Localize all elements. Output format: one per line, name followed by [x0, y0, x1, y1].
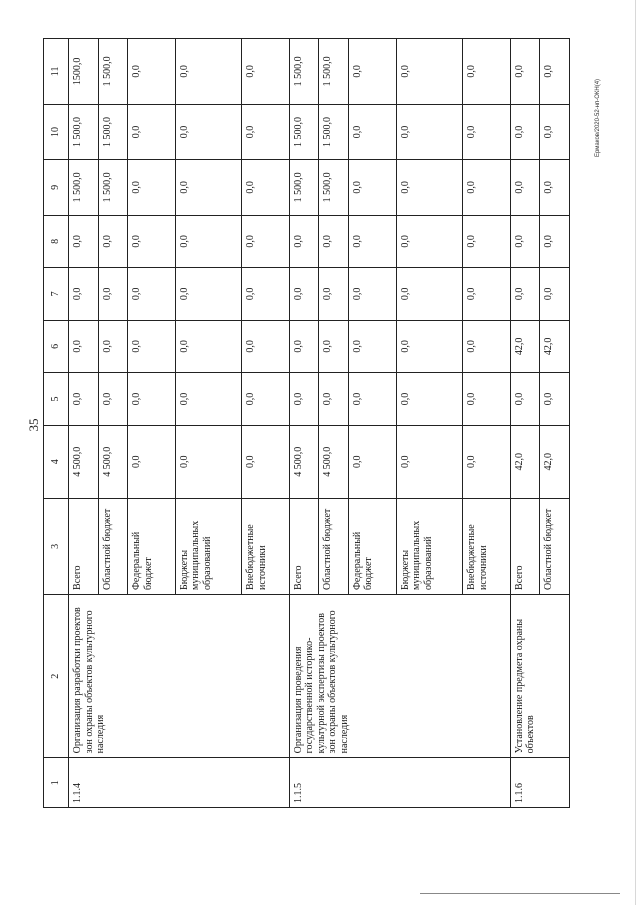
- value-cell: 1 500,0: [289, 39, 319, 105]
- value-cell: 1 500,0: [319, 160, 349, 215]
- value-cell: 0,0: [128, 425, 176, 498]
- value-cell: 0,0: [348, 39, 396, 105]
- value-cell: 0,0: [348, 215, 396, 268]
- value-cell: 1 500,0: [319, 104, 349, 159]
- value-cell: 0,0: [396, 320, 462, 373]
- value-cell: 0,0: [319, 373, 349, 426]
- value-cell: 4 500,0: [98, 425, 128, 498]
- value-cell: 0,0: [69, 268, 99, 321]
- activity-code: 1.1.5: [289, 758, 510, 808]
- funding-source: Бюджеты муниципальных образований: [396, 498, 462, 594]
- value-cell: 0,0: [463, 39, 511, 105]
- value-cell: 0,0: [98, 373, 128, 426]
- value-cell: 0,0: [289, 320, 319, 373]
- column-header: 7: [44, 268, 69, 321]
- value-cell: 0,0: [348, 320, 396, 373]
- value-cell: 0,0: [69, 320, 99, 373]
- value-cell: 1 500,0: [98, 39, 128, 105]
- value-cell: 1500,0: [69, 39, 99, 105]
- value-cell: 0,0: [242, 425, 290, 498]
- bottom-rule: [420, 893, 620, 894]
- value-cell: 0,0: [242, 268, 290, 321]
- value-cell: 0,0: [175, 215, 241, 268]
- column-header: 2: [44, 594, 69, 757]
- value-cell: 0,0: [175, 39, 241, 105]
- value-cell: 0,0: [396, 215, 462, 268]
- value-cell: 0,0: [463, 320, 511, 373]
- value-cell: 4 500,0: [319, 425, 349, 498]
- budget-table: [43, 38, 570, 808]
- value-cell: 0,0: [463, 268, 511, 321]
- value-cell: 0,0: [463, 104, 511, 159]
- value-cell: 0,0: [319, 320, 349, 373]
- activity-name: Организация разработки проектов зон охраны объектов культурного наследия: [69, 594, 290, 757]
- column-header: 9: [44, 160, 69, 215]
- funding-source: Всего: [69, 498, 99, 594]
- value-cell: 0,0: [69, 215, 99, 268]
- value-cell: 0,0: [289, 268, 319, 321]
- value-cell: 0,0: [348, 104, 396, 159]
- value-cell: 0,0: [175, 268, 241, 321]
- table-body: [44, 39, 570, 808]
- value-cell: 0,0: [540, 104, 570, 159]
- value-cell: 0,0: [540, 268, 570, 321]
- value-cell: 0,0: [128, 39, 176, 105]
- page-number: 35: [26, 418, 41, 432]
- page-edge: [635, 0, 636, 905]
- funding-source: Всего: [289, 498, 319, 594]
- funding-source: Федеральный бюджет: [128, 498, 176, 594]
- value-cell: 0,0: [510, 39, 540, 105]
- file-code-label: Ермаков/2020-52-нп-ОКН(4): [595, 78, 601, 158]
- column-header: 6: [44, 320, 69, 373]
- value-cell: 4 500,0: [289, 425, 319, 498]
- value-cell: 0,0: [510, 160, 540, 215]
- value-cell: 0,0: [348, 373, 396, 426]
- value-cell: 1 500,0: [98, 104, 128, 159]
- column-header: 10: [44, 104, 69, 159]
- funding-source: Областной бюджет: [98, 498, 128, 594]
- value-cell: 0,0: [510, 373, 540, 426]
- value-cell: 0,0: [128, 268, 176, 321]
- column-header: 5: [44, 373, 69, 426]
- column-header: 8: [44, 215, 69, 268]
- value-cell: 1 500,0: [289, 104, 319, 159]
- funding-source: Внебюджетные источники: [242, 498, 290, 594]
- value-cell: 0,0: [510, 215, 540, 268]
- value-cell: 0,0: [98, 215, 128, 268]
- table-row: [510, 39, 540, 808]
- value-cell: 0,0: [396, 39, 462, 105]
- value-cell: 1 500,0: [98, 160, 128, 215]
- funding-source: Федеральный бюджет: [348, 498, 396, 594]
- column-header: 3: [44, 498, 69, 594]
- header-row: [44, 39, 69, 808]
- value-cell: 0,0: [98, 320, 128, 373]
- value-cell: 0,0: [242, 215, 290, 268]
- value-cell: 0,0: [396, 268, 462, 321]
- value-cell: 0,0: [242, 320, 290, 373]
- value-cell: 1 500,0: [69, 104, 99, 159]
- funding-source: Областной бюджет: [540, 498, 570, 594]
- column-header: 1: [44, 758, 69, 808]
- value-cell: 0,0: [128, 320, 176, 373]
- value-cell: 0,0: [175, 425, 241, 498]
- value-cell: 0,0: [348, 268, 396, 321]
- value-cell: 0,0: [242, 160, 290, 215]
- funding-source: Областной бюджет: [319, 498, 349, 594]
- value-cell: 0,0: [175, 104, 241, 159]
- value-cell: 0,0: [510, 268, 540, 321]
- value-cell: 0,0: [463, 160, 511, 215]
- value-cell: 0,0: [396, 425, 462, 498]
- value-cell: 1 500,0: [289, 160, 319, 215]
- value-cell: 0,0: [540, 39, 570, 105]
- value-cell: 4 500,0: [69, 425, 99, 498]
- value-cell: 0,0: [319, 268, 349, 321]
- activity-name: Установление предмета охраны объектов: [510, 594, 569, 757]
- value-cell: 0,0: [128, 104, 176, 159]
- value-cell: 0,0: [242, 104, 290, 159]
- value-cell: 0,0: [175, 320, 241, 373]
- activity-name: Организация проведения государственной историко-культурной экспертизы проектов зон охраны объектов культурного наследия: [289, 594, 510, 757]
- value-cell: 0,0: [242, 373, 290, 426]
- value-cell: 0,0: [463, 215, 511, 268]
- value-cell: 0,0: [540, 160, 570, 215]
- value-cell: 0,0: [98, 268, 128, 321]
- value-cell: 0,0: [319, 215, 349, 268]
- value-cell: 0,0: [348, 425, 396, 498]
- value-cell: 0,0: [289, 373, 319, 426]
- table-row: [69, 39, 99, 808]
- value-cell: 0,0: [128, 160, 176, 215]
- value-cell: 0,0: [69, 373, 99, 426]
- column-header: 4: [44, 425, 69, 498]
- activity-code: 1.1.4: [69, 758, 290, 808]
- value-cell: 1 500,0: [69, 160, 99, 215]
- value-cell: 0,0: [289, 215, 319, 268]
- table-row: [289, 39, 319, 808]
- budget-table-rotated: [43, 38, 570, 808]
- column-header: 11: [44, 39, 69, 105]
- value-cell: 42,0: [540, 425, 570, 498]
- value-cell: 0,0: [396, 160, 462, 215]
- value-cell: 1 500,0: [319, 39, 349, 105]
- activity-code: 1.1.6: [510, 758, 569, 808]
- value-cell: 0,0: [175, 373, 241, 426]
- value-cell: 0,0: [348, 160, 396, 215]
- value-cell: 0,0: [175, 160, 241, 215]
- value-cell: 0,0: [242, 39, 290, 105]
- value-cell: 0,0: [396, 373, 462, 426]
- funding-source: Внебюджетные источники: [463, 498, 511, 594]
- value-cell: 0,0: [463, 425, 511, 498]
- value-cell: 42,0: [510, 320, 540, 373]
- value-cell: 0,0: [396, 104, 462, 159]
- value-cell: 42,0: [540, 320, 570, 373]
- funding-source: Бюджеты муниципальных образований: [175, 498, 241, 594]
- value-cell: 0,0: [128, 373, 176, 426]
- value-cell: 42,0: [510, 425, 540, 498]
- value-cell: 0,0: [540, 373, 570, 426]
- value-cell: 0,0: [540, 215, 570, 268]
- funding-source: Всего: [510, 498, 540, 594]
- value-cell: 0,0: [463, 373, 511, 426]
- value-cell: 0,0: [510, 104, 540, 159]
- value-cell: 0,0: [128, 215, 176, 268]
